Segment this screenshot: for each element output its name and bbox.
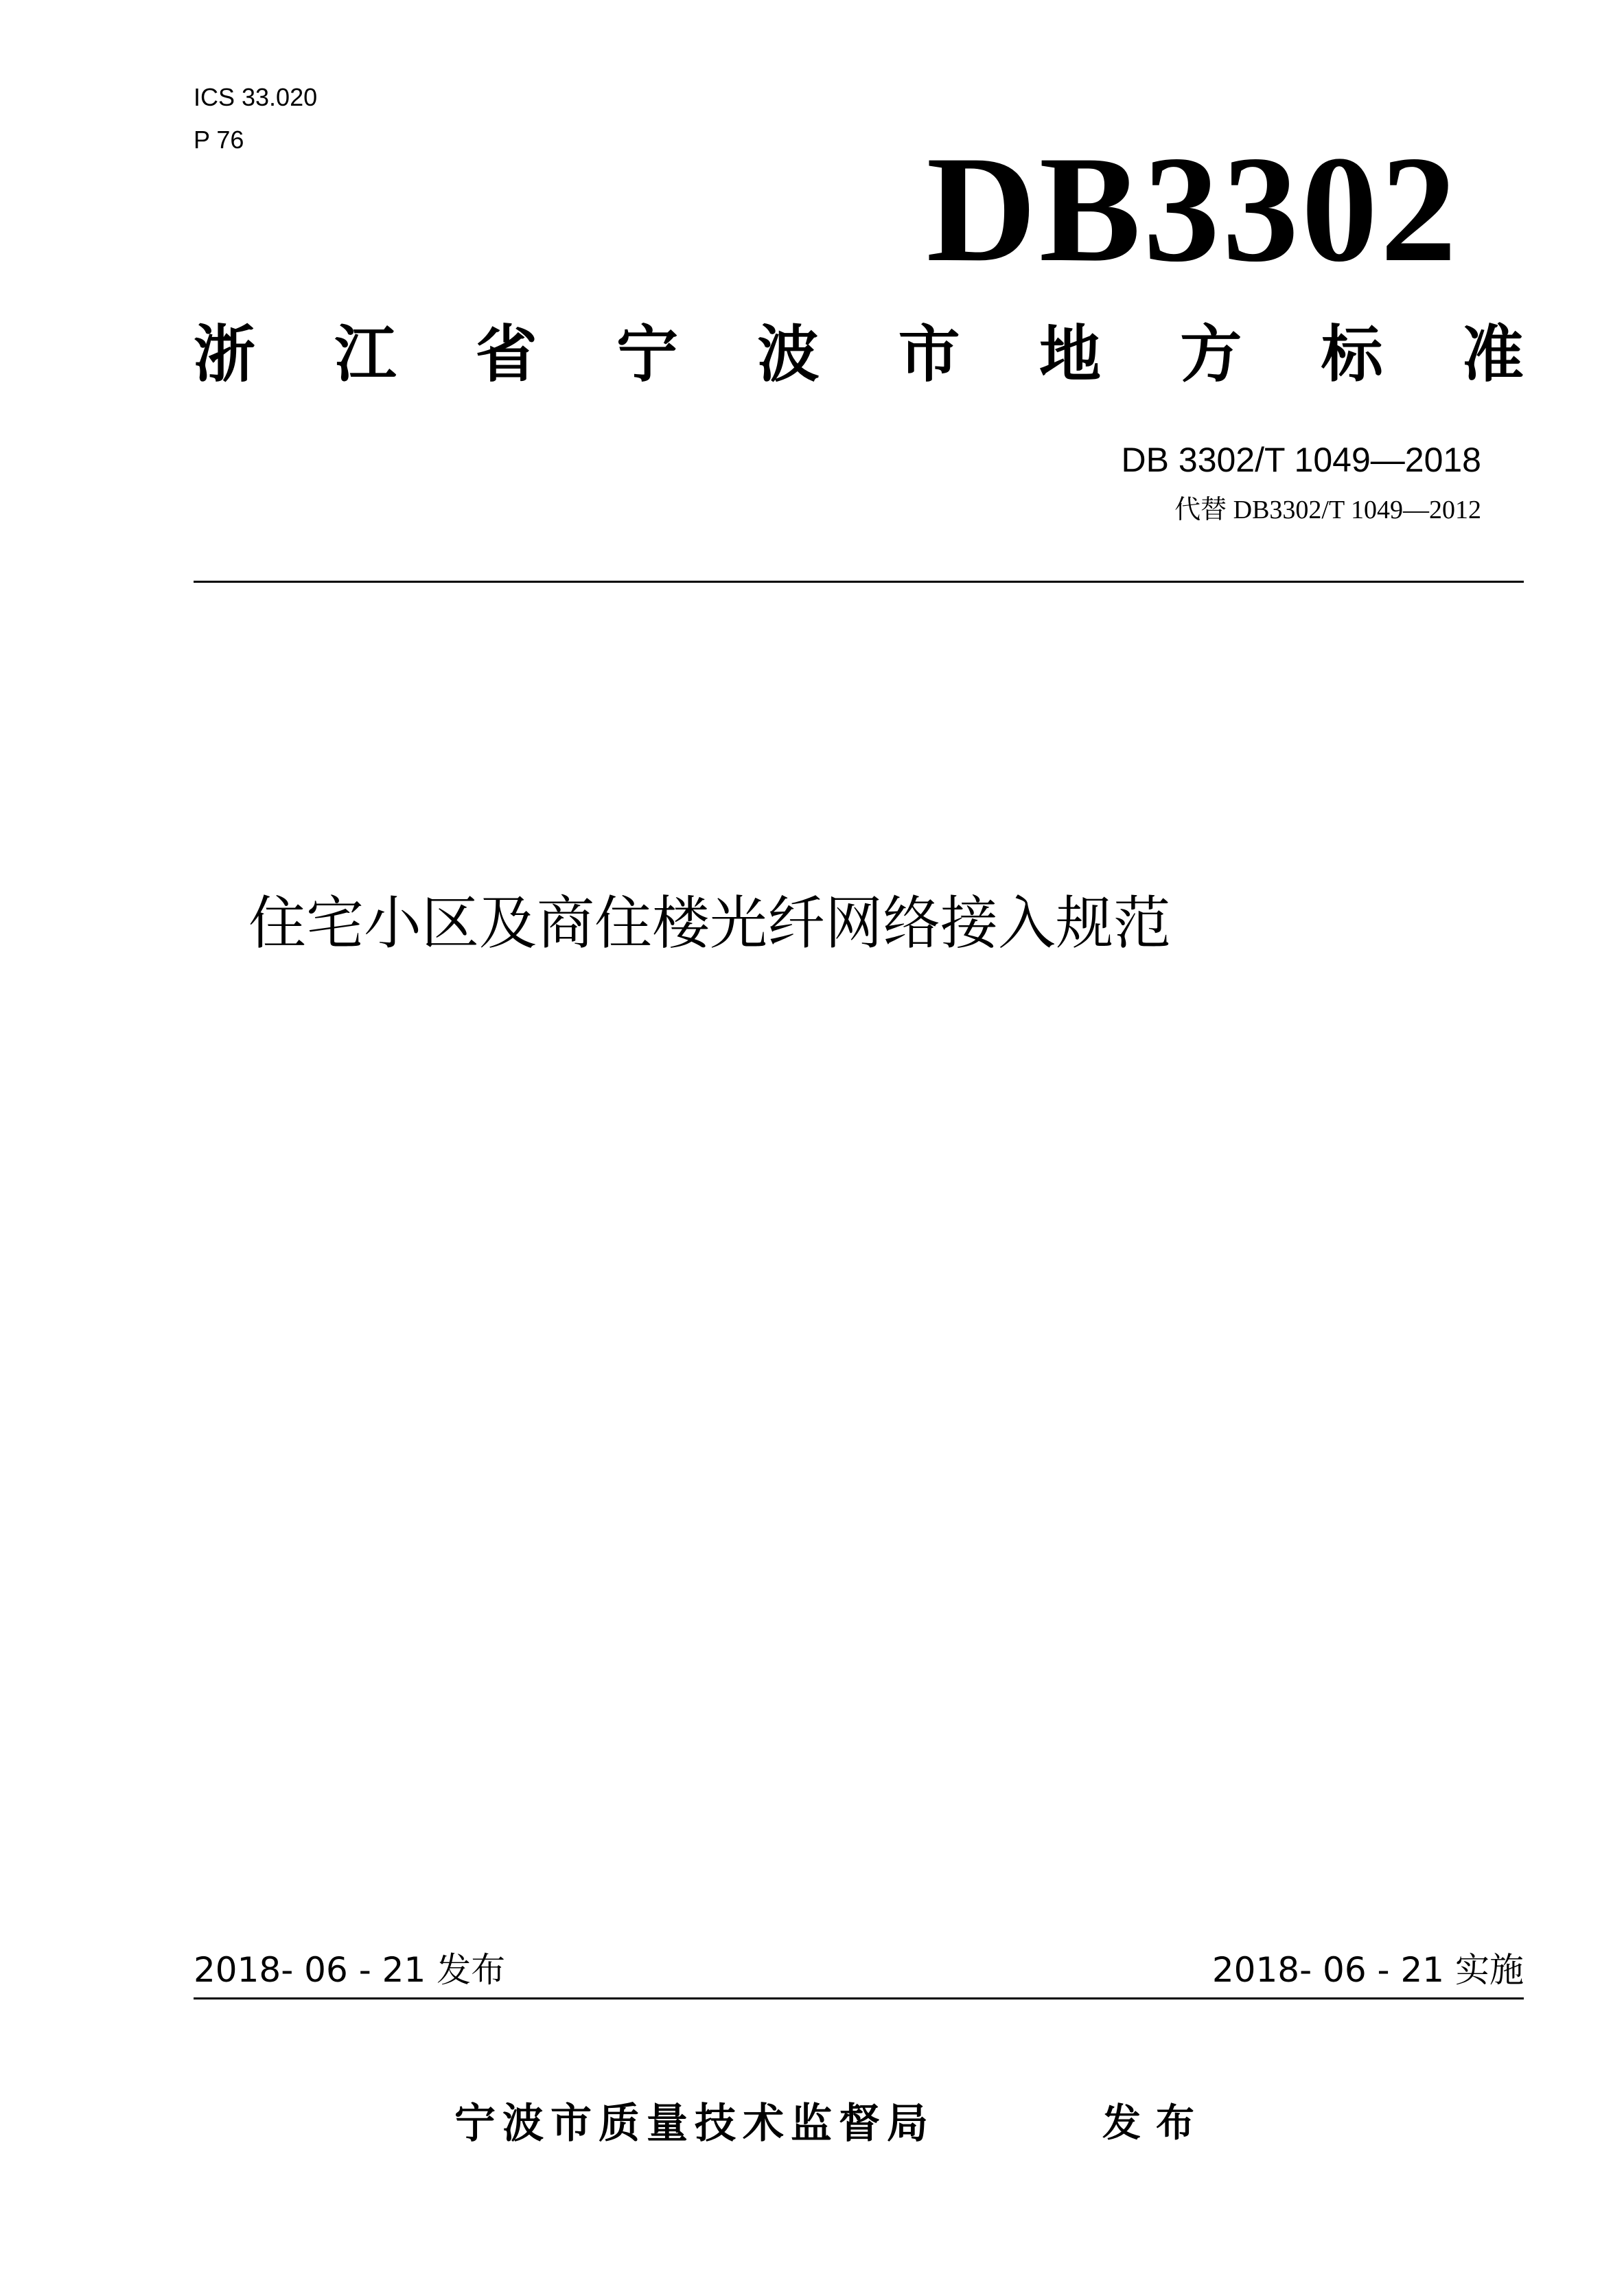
standard-type-char: 江: [334, 318, 397, 391]
issuing-action: 发布: [1102, 2101, 1209, 2146]
standard-number: DB 3302/T 1049—2018: [1121, 441, 1481, 479]
top-divider: [194, 581, 1524, 583]
ccs-code: P 76: [194, 126, 244, 154]
ics-code: ICS 33.020: [194, 83, 318, 111]
standard-type-char: 地: [1039, 318, 1101, 391]
standard-type-char: 方: [1180, 318, 1242, 391]
effective-date: 2018- 06 - 21 实施: [1211, 1950, 1524, 1990]
standard-type-char: 波: [757, 318, 820, 391]
standard-type-char: 市: [898, 318, 960, 391]
standard-type-char: 省: [475, 318, 537, 391]
replaces-standard: 代替 DB3302/T 1049—2012: [1174, 496, 1481, 524]
bottom-divider: [194, 1997, 1524, 1999]
standard-type-char: 准: [1461, 318, 1524, 391]
standard-type-heading: [194, 317, 1524, 393]
issuing-authority: 宁波市质量技术监督局: [454, 2100, 935, 2148]
document-title: 住宅小区及商住楼光纤网络接入规范: [248, 890, 1172, 957]
db-code-mark: DB3302: [926, 125, 1459, 294]
standard-type-char: 标: [1321, 318, 1383, 391]
standard-type-char: 宁: [616, 318, 678, 391]
standard-type-char: 浙: [194, 318, 255, 391]
issue-date: 2018- 06 - 21 发布: [194, 1950, 506, 1990]
